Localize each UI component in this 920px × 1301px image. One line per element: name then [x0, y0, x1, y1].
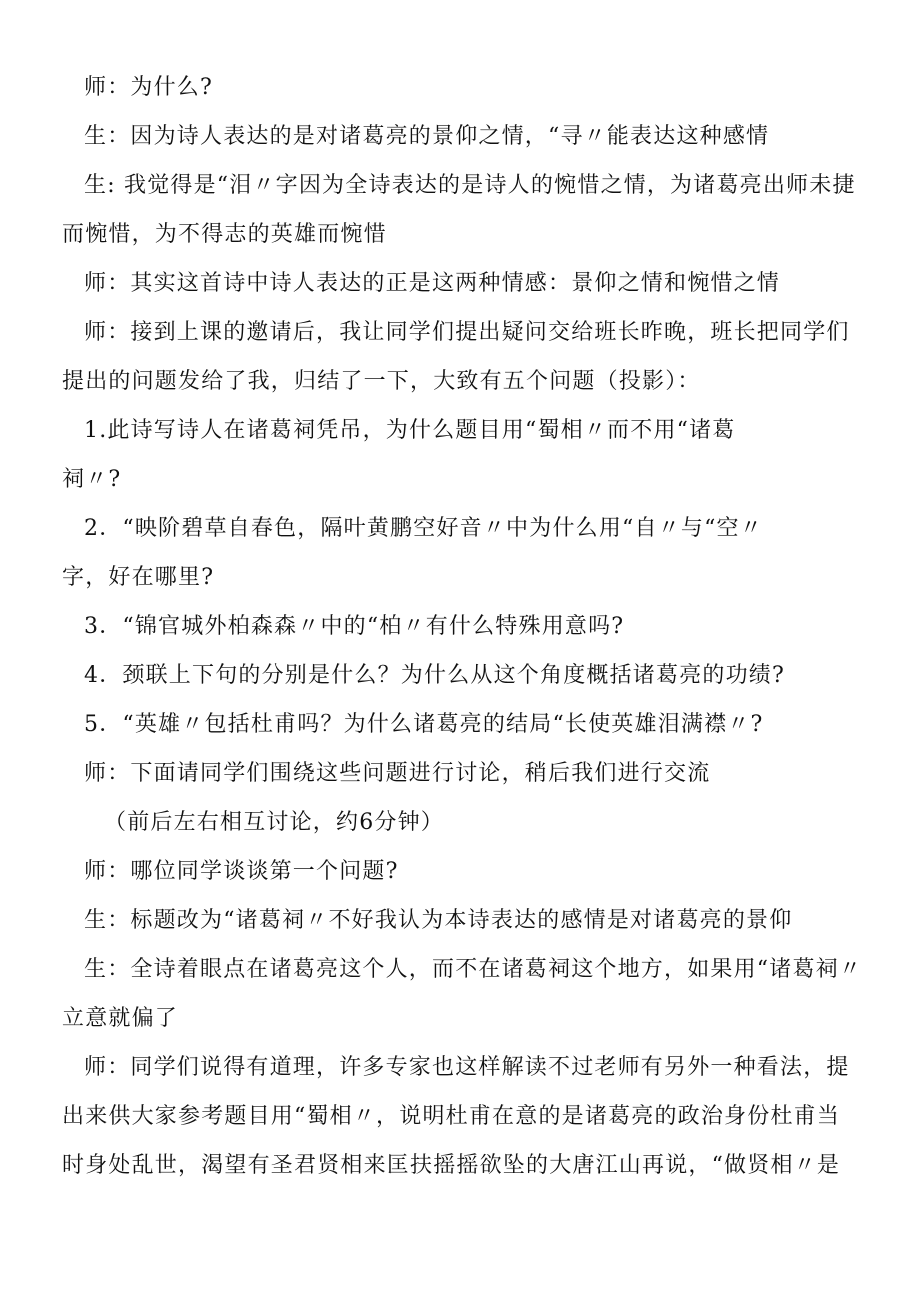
- text-line: 3．“锦官城外柏森森〃中的“柏〃有什么特殊用意吗?: [84, 614, 625, 639]
- text-line: 生：因为诗人表达的是对诸葛亮的景仰之情，“寻〃能表达这种感情: [84, 124, 770, 149]
- text-line: 提出的问题发给了我，归结了一下，大致有五个问题（投影）：: [62, 369, 701, 394]
- text-line: 而惋惜，为不得志的英雄而惋惜: [62, 222, 387, 247]
- text-line: 时身处乱世，渴望有圣君贤相来匡扶摇摇欲坠的大唐江山再说，“做贤相〃是: [62, 1153, 841, 1178]
- text-line: 5．“英雄〃包括杜甫吗？为什么诸葛亮的结局“长使英雄泪满襟〃?: [84, 712, 764, 737]
- text-line: 1.此诗写诗人在诸葛祠凭吊，为什么题目用“蜀相〃而不用“诸葛: [84, 418, 736, 443]
- text-line: 师：其实这首诗中诗人表达的正是这两种情感：景仰之情和惋惜之情: [84, 271, 781, 296]
- text-line: 2．“映阶碧草自春色，隔叶黄鹏空好音〃中为什么用“自〃与“空〃: [84, 516, 763, 541]
- text-line: 生: 我觉得是“泪〃字因为全诗表达的是诗人的惋惜之情，为诸葛亮出师未捷: [84, 173, 856, 198]
- text-line: 出来供大家参考题目用“蜀相〃，说明杜甫在意的是诸葛亮的政治身份杜甫当: [62, 1104, 841, 1129]
- text-line: 师：同学们说得有道理，许多专家也这样解读不过老师有另外一种看法，提: [84, 1055, 850, 1080]
- text-line: 师：哪位同学谈谈第一个问题?: [84, 859, 399, 884]
- text-line: 立意就偏了: [62, 1006, 179, 1031]
- text-line: 师：接到上课的邀请后，我让同学们提出疑问交给班长昨晚，班长把同学们: [84, 320, 850, 345]
- text-line: 师：下面请同学们围绕这些问题进行讨论，稍后我们进行交流: [84, 761, 711, 786]
- text-line: 4．颈联上下句的分别是什么？为什么从这个角度概括诸葛亮的功绩?: [84, 663, 785, 688]
- text-line: 生：标题改为“诸葛祠〃不好我认为本诗表达的感情是对诸葛亮的景仰: [84, 908, 793, 933]
- text-line: 祠〃?: [62, 467, 122, 492]
- text-line: 生：全诗着眼点在诸葛亮这个人，而不在诸葛祠这个地方，如果用“诸葛祠〃: [84, 957, 863, 982]
- text-line: 师：为什么?: [84, 75, 213, 100]
- text-line: 字，好在哪里?: [62, 565, 215, 590]
- text-line: （前后左右相互讨论，约6分钟）: [104, 810, 444, 835]
